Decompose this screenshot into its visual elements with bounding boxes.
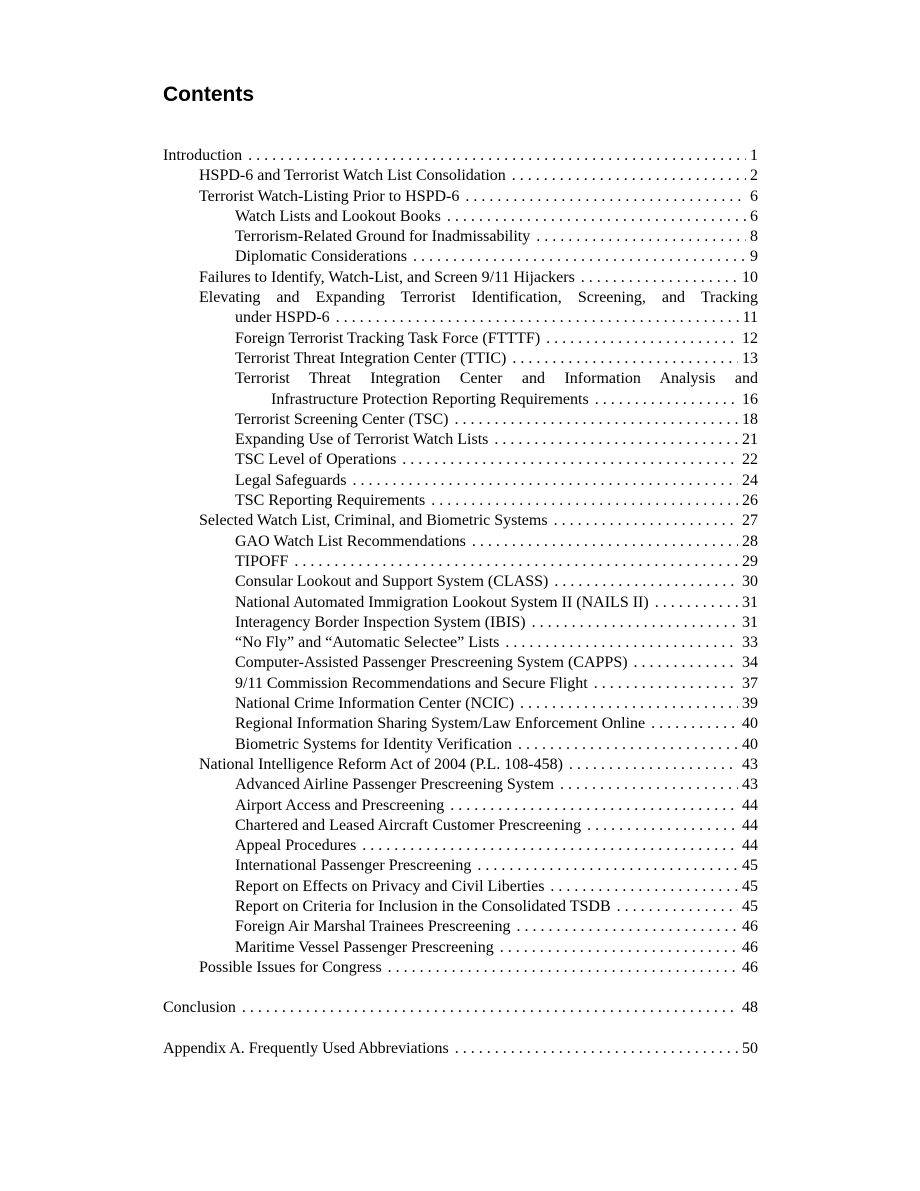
dot-leader <box>454 410 738 430</box>
toc-entry[interactable] <box>163 917 758 937</box>
toc-entry-page: 9 <box>750 248 758 266</box>
toc-entry-title: Watch Lists and Lookout Books <box>235 207 441 225</box>
dot-leader <box>353 471 738 491</box>
toc-entry-page: 34 <box>742 654 758 672</box>
dot-leader <box>532 613 738 633</box>
toc-entry[interactable] <box>163 430 758 450</box>
toc-entry[interactable] <box>163 856 758 876</box>
toc-entry-page: 6 <box>750 187 758 205</box>
toc-entry-page: 40 <box>742 715 758 733</box>
toc-entry-title: HSPD-6 and Terrorist Watch List Consolidation <box>199 167 506 185</box>
dot-leader <box>465 187 746 207</box>
toc-entry-title: Regional Information Sharing System/Law Enforcement Online <box>235 715 646 733</box>
toc-entry-page: 12 <box>742 329 758 347</box>
dot-leader <box>505 633 738 653</box>
dot-leader <box>581 268 738 288</box>
toc-entry-title: Appendix A. Frequently Used Abbreviations <box>163 1040 449 1058</box>
toc-entry-page: 29 <box>742 552 758 570</box>
toc-entry-title: Diplomatic Considerations <box>235 248 407 266</box>
toc-entry-page: 16 <box>742 390 758 408</box>
dot-leader <box>518 735 738 755</box>
toc-entry[interactable] <box>163 674 758 694</box>
toc-entry[interactable] <box>163 735 758 755</box>
toc-entry[interactable] <box>163 836 758 856</box>
toc-entry[interactable] <box>163 268 758 288</box>
toc-entry-title: 9/11 Commission Recommendations and Secure Flight <box>235 674 588 692</box>
dot-leader <box>655 593 738 613</box>
toc-entry[interactable] <box>163 775 758 795</box>
dot-leader <box>512 349 738 369</box>
dot-leader <box>294 552 738 572</box>
dot-leader <box>569 755 738 775</box>
toc-entry[interactable] <box>163 207 758 227</box>
toc-entry[interactable] <box>163 349 758 369</box>
dot-leader <box>455 1039 738 1059</box>
dot-leader <box>634 653 738 673</box>
toc-entry-title: Airport Access and Prescreening <box>235 796 445 814</box>
dot-leader <box>477 856 738 876</box>
toc-entry[interactable] <box>163 998 758 1018</box>
toc-entry[interactable] <box>163 1039 758 1059</box>
toc-entry-page: 31 <box>742 613 758 631</box>
toc-entry-title: Legal Safeguards <box>235 471 347 489</box>
toc-entry-title: Selected Watch List, Criminal, and Biometric Systems <box>199 512 548 530</box>
toc-entry[interactable] <box>163 653 758 673</box>
toc-entry-title-line: Terrorist Threat Integration Center and Information Analysis and <box>235 370 758 388</box>
toc-entry-title: Biometric Systems for Identity Verification <box>235 735 512 753</box>
toc-entry-page: 43 <box>742 755 758 773</box>
dot-leader <box>512 166 746 186</box>
toc-entry-page: 31 <box>742 593 758 611</box>
toc-entry-page: 48 <box>742 999 758 1017</box>
toc-entry[interactable] <box>163 532 758 552</box>
toc-entry-page: 2 <box>750 167 758 185</box>
toc-entry-title: Expanding Use of Terrorist Watch Lists <box>235 431 489 449</box>
toc-spacer <box>163 1019 758 1039</box>
toc-entry-page: 26 <box>742 492 758 510</box>
toc-entry[interactable] <box>163 369 758 410</box>
dot-leader <box>550 877 738 897</box>
toc-entry-title: Report on Criteria for Inclusion in the Consolidated TSDB <box>235 897 611 915</box>
toc-entry[interactable] <box>163 288 758 329</box>
toc-entry-title-continuation: under HSPD-6 <box>235 309 330 327</box>
toc-entry-page: 8 <box>750 228 758 246</box>
toc-entry-title: Foreign Air Marshal Trainees Prescreening <box>235 918 511 936</box>
toc-entry-title: National Intelligence Reform Act of 2004 (P.L. 108-458) <box>199 755 563 773</box>
toc-entry[interactable] <box>163 491 758 511</box>
toc-entry-title: Maritime Vessel Passenger Prescreening <box>235 938 494 956</box>
toc-entry-title: TIPOFF <box>235 552 289 570</box>
toc-entry[interactable] <box>163 593 758 613</box>
table-of-contents <box>163 146 758 1059</box>
toc-entry-page: 44 <box>742 816 758 834</box>
toc-entry-page: 18 <box>742 410 758 428</box>
dot-leader <box>594 674 738 694</box>
page-title: Contents <box>163 83 254 106</box>
dot-leader <box>517 917 738 937</box>
toc-entry-page: 40 <box>742 735 758 753</box>
toc-entry-page: 39 <box>742 695 758 713</box>
toc-entry-page: 22 <box>742 451 758 469</box>
toc-entry-title: Introduction <box>163 147 243 164</box>
dot-leader <box>500 938 738 958</box>
toc-entry-title: Terrorism-Related Ground for Inadmissability <box>235 228 531 246</box>
dot-leader <box>472 532 738 552</box>
toc-entry[interactable] <box>163 511 758 531</box>
toc-entry[interactable] <box>163 329 758 349</box>
toc-entry[interactable] <box>163 816 758 836</box>
toc-entry-page: 1 <box>750 147 758 164</box>
dot-leader <box>651 714 738 734</box>
toc-entry[interactable] <box>163 796 758 816</box>
dot-leader <box>362 836 738 856</box>
toc-entry-page: 28 <box>742 532 758 550</box>
toc-entry[interactable] <box>163 633 758 653</box>
toc-entry-title: Computer-Assisted Passenger Prescreening System (CAPPS) <box>235 654 628 672</box>
dot-leader <box>248 146 746 166</box>
toc-entry-page: 27 <box>742 512 758 530</box>
toc-entry-page: 44 <box>742 796 758 814</box>
toc-entry-title-line: Elevating and Expanding Terrorist Identification, Screening, and Tracking <box>199 289 758 307</box>
toc-entry[interactable] <box>163 471 758 491</box>
toc-entry[interactable] <box>163 714 758 734</box>
toc-entry-title: International Passenger Prescreening <box>235 857 472 875</box>
toc-entry-page: 6 <box>750 207 758 225</box>
toc-entry-title: National Automated Immigration Lookout System II (NAILS II) <box>235 593 649 611</box>
toc-entry-page: 37 <box>742 674 758 692</box>
toc-entry-title: “No Fly” and “Automatic Selectee” Lists <box>235 634 500 652</box>
toc-entry-title: Report on Effects on Privacy and Civil Liberties <box>235 877 545 895</box>
toc-entry-page: 43 <box>742 776 758 794</box>
toc-entry-page: 24 <box>742 471 758 489</box>
toc-entry-page: 45 <box>742 857 758 875</box>
toc-entry[interactable] <box>163 146 758 166</box>
toc-spacer <box>163 978 758 998</box>
dot-leader <box>560 775 738 795</box>
toc-entry[interactable] <box>163 187 758 207</box>
toc-entry-page: 33 <box>742 634 758 652</box>
toc-entry-page: 44 <box>742 837 758 855</box>
toc-entry-title: GAO Watch List Recommendations <box>235 532 466 550</box>
toc-entry[interactable] <box>163 166 758 186</box>
dot-leader <box>617 897 738 917</box>
toc-entry-title: Terrorist Watch-Listing Prior to HSPD-6 <box>199 187 460 205</box>
toc-entry-title: TSC Reporting Requirements <box>235 492 426 510</box>
dot-leader <box>520 694 738 714</box>
toc-entry-page: 45 <box>742 897 758 915</box>
toc-entry-page: 30 <box>742 573 758 591</box>
dot-leader <box>494 430 738 450</box>
dot-leader <box>595 390 738 410</box>
toc-entry-title: Consular Lookout and Support System (CLASS) <box>235 573 549 591</box>
toc-entry[interactable] <box>163 613 758 633</box>
dot-leader <box>402 450 738 470</box>
toc-entry-page: 21 <box>742 431 758 449</box>
toc-entry-title: Chartered and Leased Aircraft Customer Prescreening <box>235 816 582 834</box>
toc-entry-page: 10 <box>742 268 758 286</box>
toc-entry-title: Terrorist Screening Center (TSC) <box>235 410 449 428</box>
toc-entry[interactable] <box>163 410 758 430</box>
toc-entry[interactable] <box>163 694 758 714</box>
dot-leader <box>554 572 738 592</box>
toc-entry-title: Possible Issues for Congress <box>199 958 382 976</box>
toc-entry-title-continuation: Infrastructure Protection Reporting Requirements <box>271 390 589 408</box>
toc-entry[interactable] <box>163 755 758 775</box>
toc-entry-title: Appeal Procedures <box>235 837 357 855</box>
toc-entry[interactable] <box>163 938 758 958</box>
dot-leader <box>431 491 738 511</box>
dot-leader <box>546 329 738 349</box>
toc-entry[interactable] <box>163 247 758 267</box>
toc-entry[interactable] <box>163 897 758 917</box>
dot-leader <box>447 207 746 227</box>
dot-leader <box>450 796 738 816</box>
toc-entry[interactable] <box>163 958 758 978</box>
toc-entry-page: 46 <box>742 938 758 956</box>
toc-entry[interactable] <box>163 450 758 470</box>
toc-entry-title: National Crime Information Center (NCIC) <box>235 695 515 713</box>
toc-entry-page: 46 <box>742 918 758 936</box>
dot-leader <box>413 247 746 267</box>
toc-entry-title: Conclusion <box>163 999 236 1017</box>
toc-entry-page: 50 <box>742 1040 758 1058</box>
dot-leader <box>554 511 738 531</box>
toc-entry-title: Advanced Airline Passenger Prescreening System <box>235 776 555 794</box>
toc-entry-title: Failures to Identify, Watch-List, and Screen 9/11 Hijackers <box>199 268 575 286</box>
toc-entry[interactable] <box>163 227 758 247</box>
dot-leader <box>242 998 738 1018</box>
toc-entry[interactable] <box>163 572 758 592</box>
toc-entry-title: Terrorist Threat Integration Center (TTIC) <box>235 349 507 367</box>
dot-leader <box>536 227 746 247</box>
toc-entry-title: TSC Level of Operations <box>235 451 397 469</box>
toc-entry-page: 11 <box>742 309 758 327</box>
toc-entry-page: 46 <box>742 958 758 976</box>
toc-entry[interactable] <box>163 877 758 897</box>
toc-entry-page: 13 <box>742 349 758 367</box>
toc-entry[interactable] <box>163 552 758 572</box>
dot-leader <box>388 958 738 978</box>
dot-leader <box>336 308 739 328</box>
toc-entry-page: 45 <box>742 877 758 895</box>
toc-entry-title: Foreign Terrorist Tracking Task Force (FTTTF) <box>235 329 541 347</box>
dot-leader <box>587 816 738 836</box>
toc-entry-title: Interagency Border Inspection System (IBIS) <box>235 613 526 631</box>
